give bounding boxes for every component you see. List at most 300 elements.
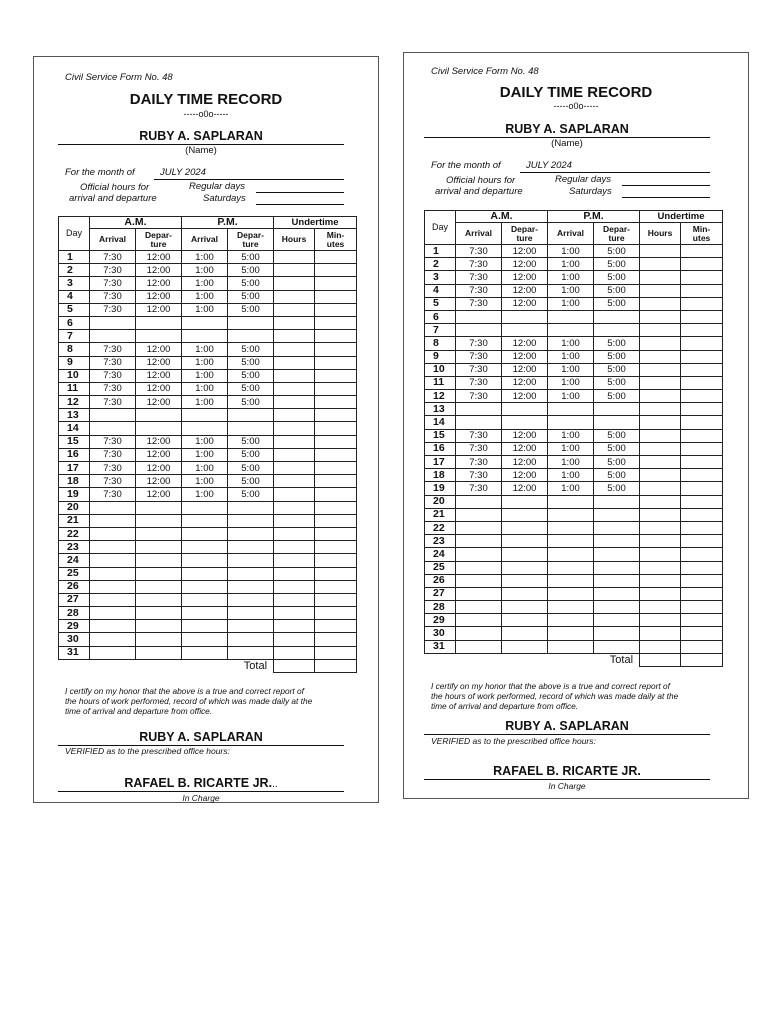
day-cell: 25 — [425, 561, 456, 574]
undertime-minutes-cell — [315, 343, 357, 356]
table-row — [425, 548, 723, 561]
undertime-minutes-cell — [681, 245, 723, 258]
am-departure-cell — [136, 422, 182, 435]
header-day: Day — [425, 211, 456, 245]
undertime-hours-cell — [274, 409, 315, 422]
undertime-minutes-cell — [315, 251, 357, 264]
regular-days-label: Regular days — [555, 174, 611, 185]
undertime-hours-cell — [640, 495, 681, 508]
undertime-minutes-cell — [315, 580, 357, 593]
am-departure-cell — [136, 514, 182, 527]
undertime-minutes-cell — [681, 548, 723, 561]
name-caption: (Name) — [185, 145, 217, 156]
undertime-minutes-cell — [315, 435, 357, 448]
header-pm: P.M. — [548, 211, 640, 223]
pm-arrival-cell: 1:00 — [182, 251, 228, 264]
undertime-hours-cell — [640, 297, 681, 310]
undertime-hours-cell — [274, 356, 315, 369]
day-cell: 1 — [425, 245, 456, 258]
pm-departure-cell — [594, 587, 640, 600]
undertime-minutes-cell — [315, 501, 357, 514]
am-arrival-cell — [456, 548, 502, 561]
am-departure-cell: 12:00 — [136, 475, 182, 488]
day-cell: 19 — [425, 482, 456, 495]
am-arrival-cell — [456, 574, 502, 587]
am-departure-cell — [502, 535, 548, 548]
table-row — [425, 495, 723, 508]
am-arrival-cell — [90, 409, 136, 422]
title-separator: -----o0o----- — [553, 101, 599, 111]
am-departure-cell: 12:00 — [136, 462, 182, 475]
undertime-hours-cell — [640, 310, 681, 323]
am-departure-cell — [136, 541, 182, 554]
pm-arrival-cell: 1:00 — [182, 396, 228, 409]
table-row — [59, 488, 357, 501]
am-departure-cell — [136, 620, 182, 633]
table-row — [59, 251, 357, 264]
am-departure-cell: 12:00 — [502, 337, 548, 350]
pm-arrival-cell: 1:00 — [182, 369, 228, 382]
day-cell: 9 — [59, 356, 90, 369]
header-hours: Hours — [640, 223, 681, 245]
am-arrival-cell: 7:30 — [456, 271, 502, 284]
am-departure-cell — [502, 601, 548, 614]
am-arrival-cell — [456, 627, 502, 640]
day-cell: 12 — [425, 390, 456, 403]
table-row — [425, 284, 723, 297]
am-arrival-cell: 7:30 — [456, 350, 502, 363]
header-am-arrival: Arrival — [90, 229, 136, 251]
am-arrival-cell: 7:30 — [90, 488, 136, 501]
month-line — [520, 172, 710, 173]
undertime-minutes-cell — [315, 514, 357, 527]
am-arrival-cell: 7:30 — [90, 290, 136, 303]
header-am-arrival: Arrival — [456, 223, 502, 245]
pm-departure-cell — [594, 548, 640, 561]
undertime-hours-cell — [274, 422, 315, 435]
pm-departure-cell: 5:00 — [594, 442, 640, 455]
am-departure-cell: 12:00 — [136, 303, 182, 316]
pm-departure-cell — [228, 593, 274, 606]
day-cell: 31 — [425, 640, 456, 653]
pm-departure-cell: 5:00 — [594, 297, 640, 310]
day-cell: 21 — [425, 508, 456, 521]
table-row — [425, 390, 723, 403]
day-cell: 30 — [425, 627, 456, 640]
undertime-hours-cell — [274, 462, 315, 475]
pm-departure-cell: 5:00 — [594, 363, 640, 376]
pm-arrival-cell: 1:00 — [548, 245, 594, 258]
table-row — [59, 593, 357, 606]
pm-departure-cell: 5:00 — [228, 382, 274, 395]
pm-departure-cell — [594, 310, 640, 323]
saturdays-label: Saturdays — [569, 186, 612, 197]
undertime-hours-cell — [274, 501, 315, 514]
undertime-minutes-cell — [681, 271, 723, 284]
undertime-hours-cell — [274, 290, 315, 303]
am-departure-cell — [136, 567, 182, 580]
undertime-hours-cell — [640, 587, 681, 600]
am-departure-cell — [136, 580, 182, 593]
header-pm-departure: Depar- ture — [228, 229, 274, 251]
total-hours — [640, 653, 681, 666]
day-cell: 11 — [59, 382, 90, 395]
pm-arrival-cell: 1:00 — [182, 290, 228, 303]
pm-arrival-cell — [182, 646, 228, 659]
pm-departure-cell: 5:00 — [228, 488, 274, 501]
table-row — [59, 448, 357, 461]
table-row — [425, 429, 723, 442]
undertime-minutes-cell — [681, 416, 723, 429]
form-number: Civil Service Form No. 48 — [65, 72, 173, 83]
day-cell: 7 — [425, 324, 456, 337]
pm-arrival-cell — [182, 541, 228, 554]
am-arrival-cell: 7:30 — [90, 356, 136, 369]
pm-arrival-cell — [548, 601, 594, 614]
dtr-form-right — [403, 52, 749, 799]
pm-departure-cell — [594, 521, 640, 534]
pm-departure-cell — [594, 614, 640, 627]
pm-arrival-cell: 1:00 — [182, 382, 228, 395]
table-row — [59, 356, 357, 369]
form-title: DAILY TIME RECORD — [129, 91, 283, 108]
pm-departure-cell: 5:00 — [228, 435, 274, 448]
undertime-hours-cell — [640, 469, 681, 482]
undertime-minutes-cell — [315, 633, 357, 646]
am-departure-cell — [502, 508, 548, 521]
pm-departure-cell — [228, 607, 274, 620]
pm-departure-cell: 5:00 — [594, 284, 640, 297]
am-arrival-cell — [90, 646, 136, 659]
am-arrival-cell: 7:30 — [90, 435, 136, 448]
am-departure-cell: 12:00 — [136, 290, 182, 303]
pm-departure-cell: 5:00 — [228, 277, 274, 290]
pm-departure-cell — [228, 330, 274, 343]
regular-days-line — [622, 185, 710, 186]
table-row — [59, 580, 357, 593]
employee-name: RUBY A. SAPLARAN — [424, 122, 710, 138]
day-cell: 8 — [425, 337, 456, 350]
am-departure-cell — [502, 403, 548, 416]
day-cell: 15 — [425, 429, 456, 442]
table-row — [425, 442, 723, 455]
pm-departure-cell — [228, 567, 274, 580]
pm-arrival-cell: 1:00 — [548, 376, 594, 389]
table-row — [59, 567, 357, 580]
official-hours-label-1: Official hours for — [80, 182, 150, 193]
am-arrival-cell — [90, 501, 136, 514]
pm-departure-cell: 5:00 — [228, 396, 274, 409]
table-row — [59, 330, 357, 343]
am-departure-cell: 12:00 — [502, 482, 548, 495]
am-departure-cell: 12:00 — [502, 297, 548, 310]
undertime-minutes-cell — [315, 316, 357, 329]
undertime-hours-cell — [274, 567, 315, 580]
undertime-hours-cell — [640, 258, 681, 271]
am-arrival-cell — [456, 508, 502, 521]
day-cell: 26 — [59, 580, 90, 593]
day-cell: 24 — [59, 554, 90, 567]
undertime-hours-cell — [274, 554, 315, 567]
pm-arrival-cell — [182, 567, 228, 580]
day-cell: 11 — [425, 376, 456, 389]
table-row — [425, 416, 723, 429]
undertime-hours-cell — [640, 508, 681, 521]
am-arrival-cell: 7:30 — [456, 337, 502, 350]
am-arrival-cell: 7:30 — [90, 251, 136, 264]
pm-arrival-cell: 1:00 — [548, 363, 594, 376]
pm-departure-cell: 5:00 — [594, 350, 640, 363]
am-departure-cell: 12:00 — [136, 488, 182, 501]
pm-arrival-cell: 1:00 — [182, 277, 228, 290]
am-departure-cell: 12:00 — [502, 456, 548, 469]
undertime-minutes-cell — [681, 363, 723, 376]
undertime-hours-cell — [274, 527, 315, 540]
pm-arrival-cell: 1:00 — [548, 271, 594, 284]
day-cell: 3 — [59, 277, 90, 290]
day-cell: 2 — [59, 264, 90, 277]
month-value: JULY 2024 — [526, 160, 572, 171]
pm-departure-cell — [228, 527, 274, 540]
day-cell: 29 — [425, 614, 456, 627]
pm-arrival-cell — [548, 614, 594, 627]
day-cell: 12 — [59, 396, 90, 409]
am-departure-cell — [502, 614, 548, 627]
regular-days-line — [256, 192, 344, 193]
pm-arrival-cell: 1:00 — [182, 448, 228, 461]
undertime-hours-cell — [274, 620, 315, 633]
day-cell: 4 — [425, 284, 456, 297]
undertime-hours-cell — [274, 541, 315, 554]
table-row — [425, 271, 723, 284]
day-cell: 14 — [425, 416, 456, 429]
pm-departure-cell — [594, 495, 640, 508]
undertime-minutes-cell — [315, 607, 357, 620]
am-arrival-cell — [90, 554, 136, 567]
day-cell: 22 — [425, 521, 456, 534]
day-cell: 5 — [59, 303, 90, 316]
supervisor-name: RAFAEL B. RICARTE JR... — [58, 776, 344, 792]
undertime-hours-cell — [640, 442, 681, 455]
undertime-minutes-cell — [315, 290, 357, 303]
am-departure-cell: 12:00 — [502, 284, 548, 297]
am-departure-cell — [502, 574, 548, 587]
official-hours-label-2: arrival and departure — [69, 193, 157, 204]
pm-arrival-cell: 1:00 — [548, 284, 594, 297]
pm-departure-cell — [594, 508, 640, 521]
undertime-hours-cell — [274, 303, 315, 316]
am-arrival-cell — [456, 521, 502, 534]
saturdays-label: Saturdays — [203, 193, 246, 204]
am-departure-cell: 12:00 — [502, 390, 548, 403]
am-departure-cell: 12:00 — [136, 382, 182, 395]
undertime-minutes-cell — [681, 601, 723, 614]
pm-arrival-cell: 1:00 — [548, 442, 594, 455]
am-arrival-cell — [90, 316, 136, 329]
day-cell: 17 — [425, 456, 456, 469]
am-arrival-cell — [90, 633, 136, 646]
undertime-hours-cell — [640, 640, 681, 653]
header-am: A.M. — [90, 217, 182, 229]
am-departure-cell: 12:00 — [502, 429, 548, 442]
am-arrival-cell: 7:30 — [456, 258, 502, 271]
am-departure-cell: 12:00 — [502, 271, 548, 284]
am-departure-cell — [502, 548, 548, 561]
am-arrival-cell: 7:30 — [456, 442, 502, 455]
undertime-hours-cell — [640, 390, 681, 403]
supervisor-name: RAFAEL B. RICARTE JR. — [424, 764, 710, 780]
am-departure-cell — [136, 607, 182, 620]
table-row — [59, 435, 357, 448]
am-departure-cell: 12:00 — [136, 369, 182, 382]
day-cell: 28 — [425, 601, 456, 614]
pm-arrival-cell — [548, 548, 594, 561]
pm-arrival-cell — [548, 627, 594, 640]
am-departure-cell: 12:00 — [502, 350, 548, 363]
am-arrival-cell — [456, 640, 502, 653]
table-row — [425, 258, 723, 271]
undertime-hours-cell — [274, 382, 315, 395]
undertime-hours-cell — [640, 337, 681, 350]
undertime-minutes-cell — [681, 310, 723, 323]
am-departure-cell: 12:00 — [136, 435, 182, 448]
dtr-rows — [59, 251, 357, 660]
undertime-hours-cell — [274, 330, 315, 343]
saturdays-line — [256, 204, 344, 205]
am-departure-cell: 12:00 — [136, 396, 182, 409]
pm-arrival-cell — [548, 535, 594, 548]
header-pm: P.M. — [182, 217, 274, 229]
table-row — [59, 541, 357, 554]
am-departure-cell — [136, 554, 182, 567]
day-cell: 4 — [59, 290, 90, 303]
table-row — [59, 501, 357, 514]
undertime-minutes-cell — [681, 442, 723, 455]
pm-arrival-cell — [548, 310, 594, 323]
dtr-table — [58, 216, 357, 673]
pm-departure-cell: 5:00 — [594, 258, 640, 271]
pm-arrival-cell — [548, 640, 594, 653]
undertime-minutes-cell — [681, 627, 723, 640]
pm-arrival-cell: 1:00 — [182, 356, 228, 369]
am-arrival-cell — [90, 330, 136, 343]
day-cell: 22 — [59, 527, 90, 540]
pm-departure-cell — [228, 541, 274, 554]
undertime-hours-cell — [640, 548, 681, 561]
pm-arrival-cell: 1:00 — [548, 258, 594, 271]
official-hours-label-1: Official hours for — [446, 175, 516, 186]
am-arrival-cell — [90, 527, 136, 540]
table-row — [59, 475, 357, 488]
pm-arrival-cell — [548, 508, 594, 521]
table-row — [425, 297, 723, 310]
am-arrival-cell — [90, 422, 136, 435]
am-departure-cell: 12:00 — [502, 258, 548, 271]
undertime-minutes-cell — [681, 614, 723, 627]
employee-signature-name: RUBY A. SAPLARAN — [58, 730, 344, 746]
undertime-minutes-cell — [315, 620, 357, 633]
undertime-hours-cell — [640, 363, 681, 376]
pm-departure-cell: 5:00 — [228, 475, 274, 488]
table-row — [59, 382, 357, 395]
undertime-hours-cell — [274, 593, 315, 606]
table-row — [59, 554, 357, 567]
am-arrival-cell: 7:30 — [90, 303, 136, 316]
undertime-hours-cell — [640, 482, 681, 495]
table-row — [425, 456, 723, 469]
header-minutes: Min- utes — [315, 229, 357, 251]
undertime-minutes-cell — [681, 640, 723, 653]
pm-departure-cell: 5:00 — [594, 482, 640, 495]
am-departure-cell — [502, 640, 548, 653]
undertime-hours-cell — [640, 376, 681, 389]
table-row — [59, 646, 357, 659]
am-arrival-cell: 7:30 — [456, 297, 502, 310]
am-departure-cell: 12:00 — [502, 442, 548, 455]
undertime-minutes-cell — [315, 303, 357, 316]
day-cell: 14 — [59, 422, 90, 435]
pm-arrival-cell: 1:00 — [182, 303, 228, 316]
am-arrival-cell: 7:30 — [90, 264, 136, 277]
day-cell: 2 — [425, 258, 456, 271]
am-arrival-cell — [90, 593, 136, 606]
day-cell: 1 — [59, 251, 90, 264]
day-cell: 30 — [59, 633, 90, 646]
am-arrival-cell — [90, 541, 136, 554]
am-departure-cell — [136, 527, 182, 540]
undertime-hours-cell — [274, 633, 315, 646]
undertime-minutes-cell — [315, 356, 357, 369]
undertime-hours-cell — [640, 627, 681, 640]
am-arrival-cell: 7:30 — [90, 475, 136, 488]
day-cell: 8 — [59, 343, 90, 356]
table-row — [59, 620, 357, 633]
day-cell: 15 — [59, 435, 90, 448]
am-arrival-cell: 7:30 — [456, 429, 502, 442]
undertime-hours-cell — [640, 416, 681, 429]
day-cell: 3 — [425, 271, 456, 284]
table-row — [59, 303, 357, 316]
form-number: Civil Service Form No. 48 — [431, 66, 539, 77]
am-arrival-cell — [456, 416, 502, 429]
pm-arrival-cell — [548, 574, 594, 587]
undertime-minutes-cell — [681, 350, 723, 363]
header-pm-departure: Depar- ture — [594, 223, 640, 245]
undertime-minutes-cell — [315, 382, 357, 395]
pm-arrival-cell: 1:00 — [548, 482, 594, 495]
day-cell: 5 — [425, 297, 456, 310]
pm-arrival-cell: 1:00 — [182, 264, 228, 277]
am-arrival-cell — [90, 580, 136, 593]
pm-arrival-cell: 1:00 — [182, 343, 228, 356]
am-departure-cell — [502, 561, 548, 574]
am-departure-cell: 12:00 — [136, 251, 182, 264]
saturdays-line — [622, 197, 710, 198]
header-undertime: Undertime — [640, 211, 723, 223]
am-arrival-cell: 7:30 — [456, 390, 502, 403]
pm-departure-cell: 5:00 — [594, 271, 640, 284]
table-row — [59, 277, 357, 290]
pm-arrival-cell: 1:00 — [548, 337, 594, 350]
day-cell: 9 — [425, 350, 456, 363]
day-cell: 10 — [425, 363, 456, 376]
pm-arrival-cell: 1:00 — [182, 435, 228, 448]
undertime-minutes-cell — [315, 593, 357, 606]
am-departure-cell — [502, 416, 548, 429]
am-departure-cell: 12:00 — [502, 363, 548, 376]
table-row — [425, 245, 723, 258]
table-row — [59, 462, 357, 475]
